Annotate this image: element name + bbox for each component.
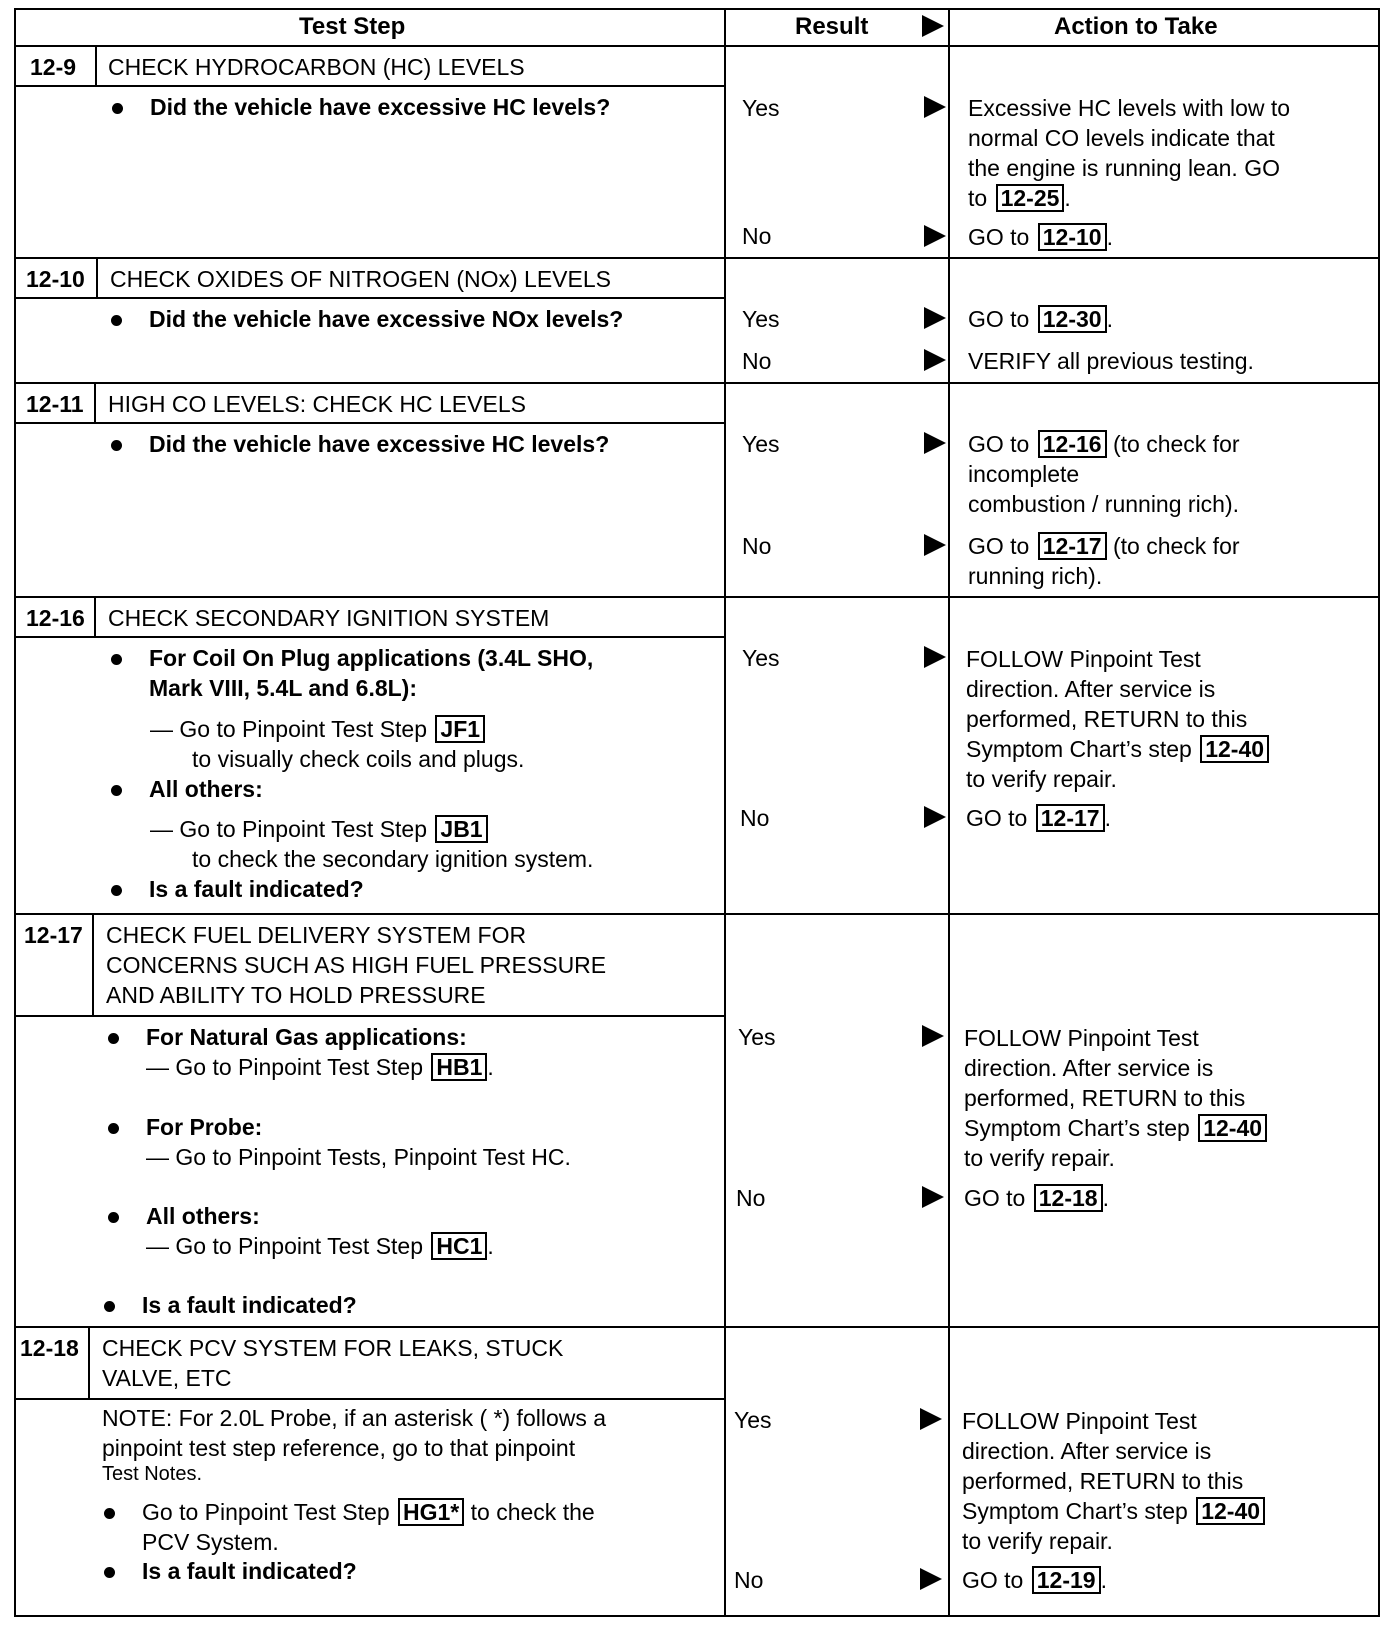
row-divider	[14, 257, 1380, 259]
step-id: 12-11	[26, 391, 84, 417]
title-divider	[14, 297, 726, 299]
header-divider	[14, 45, 1380, 47]
step-question: Is a fault indicated?	[142, 1558, 357, 1584]
step-reference[interactable]: 12-16	[1038, 430, 1107, 458]
row-divider	[14, 382, 1380, 384]
step-reference[interactable]: 12-17	[1036, 804, 1105, 832]
note-line: pinpoint test step reference, go to that pinpoint	[102, 1435, 576, 1461]
step-reference[interactable]: 12-10	[1038, 223, 1107, 251]
instruction-text: Go to Pinpoint Test Step	[142, 1499, 390, 1525]
id-divider	[94, 596, 96, 638]
step-question: Is a fault indicated?	[149, 876, 364, 902]
action-yes-line: to verify repair.	[964, 1145, 1115, 1171]
step-reference[interactable]: 12-40	[1196, 1497, 1265, 1525]
action-text: GO to	[966, 805, 1028, 831]
instruction-line: to visually check coils and plugs.	[192, 746, 525, 772]
instruction-line	[150, 714, 485, 744]
bullet-icon	[104, 1567, 115, 1578]
arrow-icon	[924, 225, 946, 247]
action-no	[968, 531, 1240, 561]
note-line: Test Notes.	[102, 1463, 203, 1485]
row-divider	[14, 1326, 1380, 1328]
action-text: GO to	[962, 1567, 1024, 1593]
result-yes: Yes	[742, 645, 780, 671]
action-yes	[968, 304, 1113, 334]
step-id: 12-17	[24, 922, 83, 948]
arrow-icon	[924, 646, 946, 668]
action-text: .	[1064, 185, 1071, 211]
header-arrow-icon	[922, 15, 944, 37]
step-title: CONCERNS SUCH AS HIGH FUEL PRESSURE	[106, 952, 607, 978]
arrow-icon	[924, 349, 946, 371]
id-divider	[94, 382, 96, 424]
action-no-line: running rich).	[968, 563, 1103, 589]
instruction-text: .	[487, 1054, 494, 1080]
instruction-line: For Probe:	[146, 1114, 263, 1140]
bullet-icon	[104, 1508, 115, 1519]
action-text: (to check for	[1112, 431, 1240, 457]
note-line: NOTE: For 2.0L Probe, if an asterisk ( *) follows a	[102, 1405, 607, 1431]
arrow-icon	[924, 432, 946, 454]
bullet-icon	[111, 315, 122, 326]
divider-action	[948, 8, 950, 1617]
action-yes-line	[966, 734, 1269, 764]
action-text: GO to	[968, 533, 1030, 559]
bullet-icon	[104, 1301, 115, 1312]
result-no: No	[734, 1567, 764, 1593]
id-divider	[88, 1326, 90, 1400]
action-yes-line: combustion / running rich).	[968, 491, 1240, 517]
bullet-icon	[108, 1123, 119, 1134]
step-title: CHECK HYDROCARBON (HC) LEVELS	[108, 54, 525, 80]
row-divider	[14, 596, 1380, 598]
step-id: 12-9	[30, 54, 77, 80]
step-reference[interactable]: JF1	[435, 715, 485, 743]
action-text: Symptom Chart’s step	[966, 736, 1192, 762]
result-no: No	[742, 533, 772, 559]
action-yes-line: FOLLOW Pinpoint Test	[962, 1408, 1197, 1434]
action-yes-line: the engine is running lean. GO	[968, 155, 1280, 181]
result-yes: Yes	[742, 306, 780, 332]
title-divider	[14, 422, 726, 424]
title-divider	[14, 1398, 726, 1400]
step-reference[interactable]: HB1	[431, 1053, 487, 1081]
instruction-line: to check the secondary ignition system.	[192, 846, 594, 872]
step-id: 12-10	[26, 266, 85, 292]
step-title: AND ABILITY TO HOLD PRESSURE	[106, 982, 486, 1008]
arrow-icon	[924, 534, 946, 556]
bullet-icon	[108, 1212, 119, 1223]
step-reference[interactable]: HC1	[431, 1232, 487, 1260]
action-yes-line: to verify repair.	[966, 766, 1117, 792]
action-yes-line	[964, 1113, 1267, 1143]
divider-result	[724, 8, 726, 1617]
step-title: CHECK SECONDARY IGNITION SYSTEM	[108, 605, 550, 631]
row-divider	[14, 913, 1380, 915]
step-reference[interactable]: JB1	[435, 815, 487, 843]
arrow-icon	[924, 307, 946, 329]
step-title: CHECK FUEL DELIVERY SYSTEM FOR	[106, 922, 527, 948]
instruction-text: — Go to Pinpoint Test Step	[150, 816, 428, 842]
instruction-line: All others:	[146, 1203, 260, 1229]
title-divider	[14, 1015, 726, 1017]
step-reference[interactable]: HG1*	[398, 1498, 464, 1526]
instruction-text: — Go to Pinpoint Test Step	[146, 1054, 424, 1080]
result-yes: Yes	[742, 431, 780, 457]
header-action: Action to Take	[1054, 13, 1218, 40]
action-text: .	[1104, 805, 1111, 831]
result-yes: Yes	[734, 1407, 772, 1433]
instruction-line: For Coil On Plug applications (3.4L SHO,	[149, 645, 594, 671]
action-yes-line: performed, RETURN to this	[962, 1468, 1244, 1494]
action-text: (to check for	[1112, 533, 1240, 559]
step-reference[interactable]: 12-17	[1038, 532, 1107, 560]
step-reference[interactable]: 12-19	[1032, 1566, 1101, 1594]
instruction-line: For Natural Gas applications:	[146, 1024, 467, 1050]
result-yes: Yes	[742, 95, 780, 121]
id-divider	[92, 913, 94, 1017]
instruction-text: to check the	[470, 1499, 595, 1525]
action-text: Symptom Chart’s step	[962, 1498, 1188, 1524]
instruction-text: — Go to Pinpoint Test Step	[150, 716, 428, 742]
action-text: to	[968, 185, 988, 211]
result-yes: Yes	[738, 1024, 776, 1050]
step-question: Did the vehicle have excessive HC levels?	[150, 94, 611, 120]
instruction-line: Mark VIII, 5.4L and 6.8L):	[149, 675, 417, 701]
step-reference[interactable]: 12-30	[1038, 305, 1107, 333]
step-title: HIGH CO LEVELS: CHECK HC LEVELS	[108, 391, 526, 417]
bullet-icon	[111, 654, 122, 665]
action-yes-line: performed, RETURN to this	[964, 1085, 1246, 1111]
action-no	[966, 803, 1111, 833]
action-text: GO to	[968, 224, 1030, 250]
action-text: Symptom Chart’s step	[964, 1115, 1190, 1141]
step-id: 12-16	[26, 605, 85, 631]
action-text: .	[1100, 1567, 1107, 1593]
action-text: GO to	[968, 306, 1030, 332]
instruction-text: — Go to Pinpoint Test Step	[146, 1233, 424, 1259]
action-yes-line: to verify repair.	[962, 1528, 1113, 1554]
instruction-line: All others:	[149, 776, 263, 802]
action-no: VERIFY all previous testing.	[968, 348, 1254, 374]
action-yes-line: direction. After service is	[964, 1055, 1214, 1081]
result-no: No	[742, 348, 772, 374]
step-title: CHECK PCV SYSTEM FOR LEAKS, STUCK	[102, 1335, 564, 1361]
instruction-line: — Go to Pinpoint Tests, Pinpoint Test HC.	[146, 1144, 571, 1170]
header-test-step: Test Step	[299, 13, 406, 40]
action-yes	[968, 429, 1240, 459]
action-no	[964, 1183, 1109, 1213]
bullet-icon	[108, 1033, 119, 1044]
action-no	[962, 1565, 1107, 1595]
step-title: CHECK OXIDES OF NITROGEN (NOx) LEVELS	[110, 266, 611, 292]
action-yes-line: performed, RETURN to this	[966, 706, 1248, 732]
action-text: GO to	[968, 431, 1030, 457]
action-yes-line: incomplete	[968, 461, 1080, 487]
instruction-text: .	[487, 1233, 494, 1259]
step-reference[interactable]: 12-25	[996, 184, 1065, 212]
arrow-icon	[922, 1025, 944, 1047]
step-title: VALVE, ETC	[102, 1365, 232, 1391]
action-yes-line: direction. After service is	[966, 676, 1216, 702]
arrow-icon	[920, 1408, 942, 1430]
arrow-icon	[920, 1568, 942, 1590]
result-no: No	[742, 223, 772, 249]
arrow-icon	[922, 1186, 944, 1208]
action-text: .	[1102, 1185, 1109, 1211]
bullet-icon	[112, 103, 123, 114]
instruction-line: PCV System.	[142, 1529, 279, 1555]
id-divider	[95, 45, 97, 87]
step-question: Is a fault indicated?	[142, 1292, 357, 1318]
result-no: No	[740, 805, 770, 831]
arrow-icon	[924, 806, 946, 828]
step-reference[interactable]: 12-40	[1198, 1114, 1267, 1142]
instruction-line	[150, 814, 488, 844]
step-id: 12-18	[20, 1335, 79, 1361]
step-question: Did the vehicle have excessive NOx levels?	[149, 306, 624, 332]
action-text: .	[1106, 306, 1113, 332]
arrow-icon	[924, 96, 946, 118]
action-yes-line	[968, 183, 1071, 213]
action-yes-line: FOLLOW Pinpoint Test	[964, 1025, 1199, 1051]
action-no	[968, 222, 1113, 252]
result-no: No	[736, 1185, 766, 1211]
action-text: .	[1106, 224, 1113, 250]
title-divider	[14, 636, 726, 638]
instruction-line	[142, 1497, 595, 1527]
title-divider	[14, 85, 726, 87]
action-yes-line: Excessive HC levels with low to	[968, 95, 1291, 121]
action-text: GO to	[964, 1185, 1026, 1211]
id-divider	[96, 257, 98, 299]
bullet-icon	[111, 440, 122, 451]
instruction-line	[146, 1231, 494, 1261]
bullet-icon	[111, 885, 122, 896]
action-yes-line: normal CO levels indicate that	[968, 125, 1275, 151]
step-question: Did the vehicle have excessive HC levels?	[149, 431, 610, 457]
header-result: Result	[795, 13, 869, 40]
step-reference[interactable]: 12-40	[1200, 735, 1269, 763]
step-reference[interactable]: 12-18	[1034, 1184, 1103, 1212]
action-yes-line	[962, 1496, 1265, 1526]
action-yes-line: direction. After service is	[962, 1438, 1212, 1464]
instruction-line	[146, 1052, 494, 1082]
action-yes-line: FOLLOW Pinpoint Test	[966, 646, 1201, 672]
bullet-icon	[111, 785, 122, 796]
